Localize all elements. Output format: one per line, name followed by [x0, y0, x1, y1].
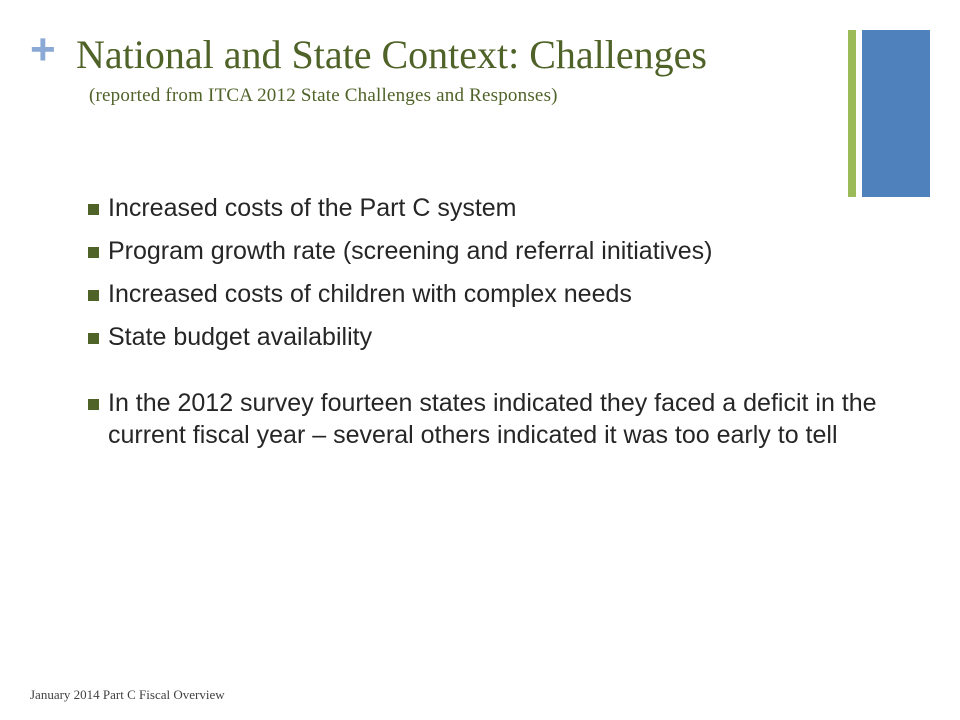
accent-bar-green: [848, 30, 856, 197]
plus-icon: +: [30, 25, 56, 74]
bullet-item: [88, 278, 908, 310]
bullet-text: In the 2012 survey fourteen states indicated they faced a deficit in the current fiscal year – several others indicated it was too early to tell: [108, 389, 877, 449]
bullet-square-icon: [88, 399, 99, 410]
bullet-text: Increased costs of children with complex needs: [108, 280, 632, 308]
bullet-square-icon: [88, 290, 99, 301]
bullet-item: [88, 387, 908, 451]
accent-bar-blue: [862, 30, 930, 197]
bullet-square-icon: [88, 333, 99, 344]
slide-subtitle: (reported from ITCA 2012 State Challenges and Responses): [89, 85, 558, 106]
bullet-item: [88, 235, 908, 267]
bullet-text: State budget availability: [108, 323, 373, 351]
bullet-list: [88, 192, 908, 462]
bullet-item: [88, 321, 908, 353]
bullet-item: [88, 192, 908, 224]
bullet-text: Increased costs of the Part C system: [108, 194, 517, 222]
bullet-square-icon: [88, 204, 99, 215]
bullet-square-icon: [88, 247, 99, 258]
slide-footer: January 2014 Part C Fiscal Overview: [30, 687, 225, 702]
slide-title: National and State Context: Challenges: [76, 32, 707, 77]
bullet-text: Program growth rate (screening and referral initiatives): [108, 237, 713, 265]
